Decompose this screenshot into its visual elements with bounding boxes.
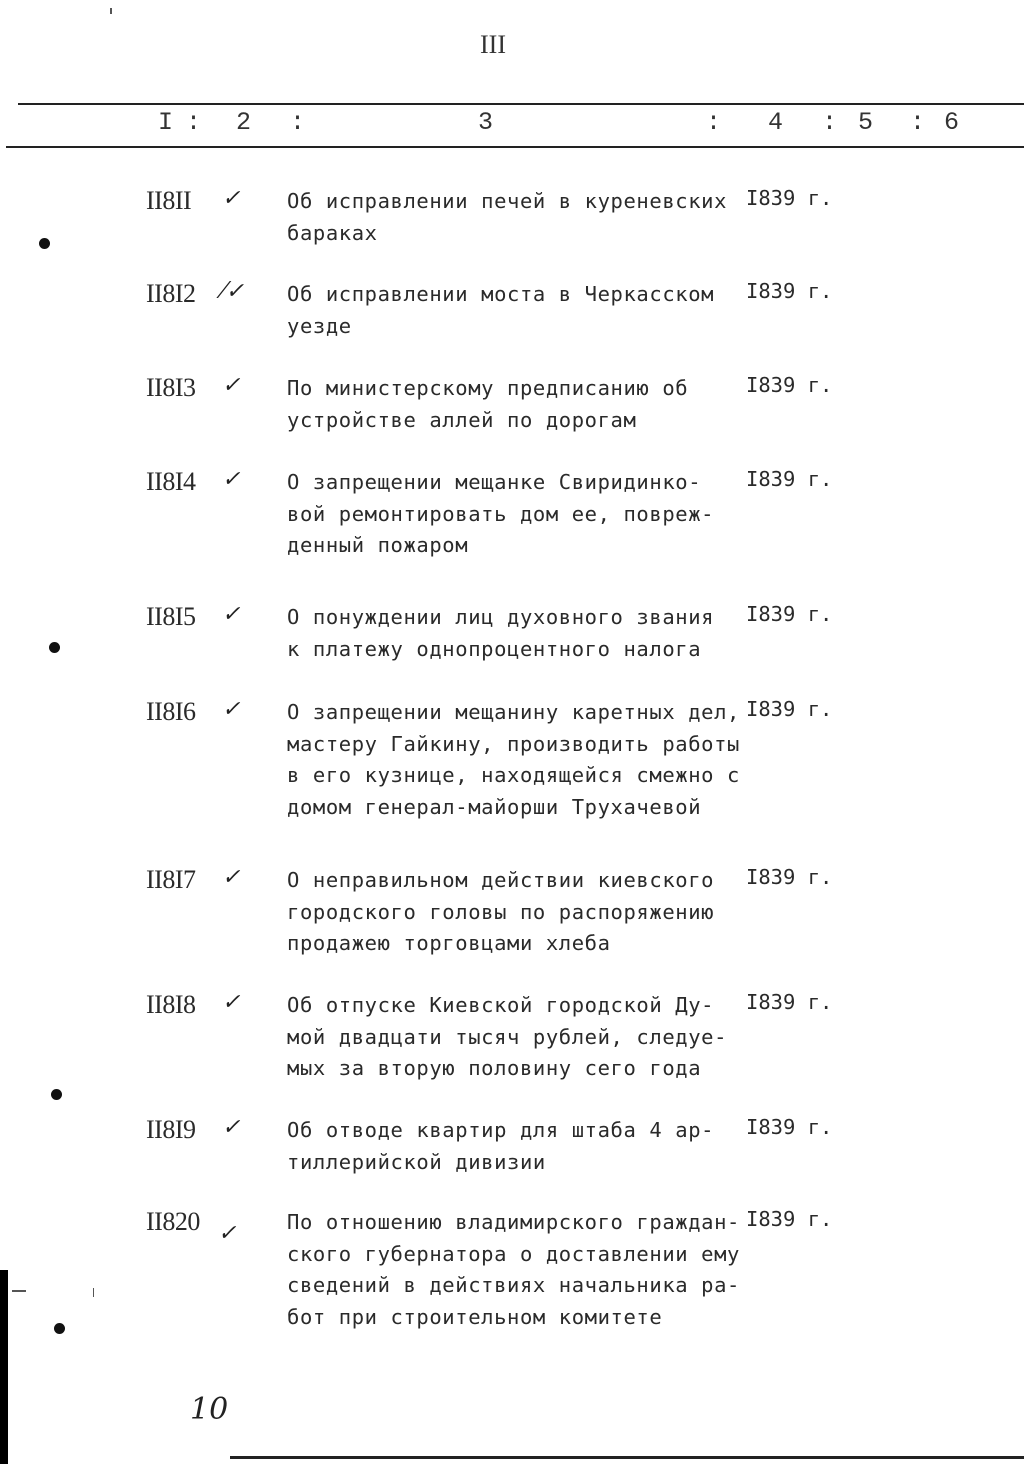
column-separator: :: [186, 108, 202, 137]
description-line: Об отводе квартир для штаба 4 ар-: [287, 1118, 715, 1142]
description-line: уезде: [287, 313, 352, 338]
entry-number: II8I9: [146, 1115, 196, 1144]
description-line: домом генерал-майорши Трухачевой: [287, 794, 702, 819]
checkmark-icon: ✓: [218, 1221, 237, 1246]
entry-year: I839 г.: [746, 186, 833, 210]
entry-number: II8I3: [146, 373, 196, 402]
entry-description: [287, 1115, 747, 1178]
checkmark-icon: ✓: [222, 467, 241, 492]
description-line: По отношению владимирского граждан-: [287, 1210, 740, 1234]
bottom-rule: [230, 1456, 1024, 1459]
entry-description: [287, 697, 747, 823]
entry-year: I839 г.: [746, 373, 833, 397]
entry-description: [287, 373, 747, 436]
description-line: О запрещении мещанке Свиридинко-: [287, 470, 702, 494]
checkmark-icon: ✓: [222, 373, 241, 398]
description-line: сведений в действиях начальника ра-: [287, 1273, 740, 1297]
checkmark-icon: ✓: [222, 1115, 241, 1140]
header-rule-bottom: [6, 146, 1024, 148]
column-header-6: 6: [944, 108, 960, 137]
entry-year: I839 г.: [746, 697, 833, 721]
entry-number: II820: [146, 1207, 200, 1236]
description-line: мой двадцати тысяч рублей, следуе-: [287, 1024, 728, 1049]
checkmark-icon: ⁄✓: [222, 279, 245, 304]
column-header-4: 4: [768, 108, 784, 137]
description-line: бараках: [287, 220, 378, 245]
entry-year: I839 г.: [746, 602, 833, 626]
entry-description: [287, 186, 747, 249]
checkmark-icon: ✓: [222, 697, 241, 722]
punch-hole: [54, 1323, 65, 1334]
entry-year: I839 г.: [746, 467, 833, 491]
column-separator: :: [910, 108, 926, 137]
description-line: вой ремонтировать дом ее, повреж-: [287, 501, 715, 526]
description-line: мых за вторую половину сего года: [287, 1056, 702, 1080]
checkmark-icon: ✓: [222, 602, 241, 627]
entry-year: I839 г.: [746, 279, 833, 303]
scan-artifact: [12, 1290, 26, 1292]
entry-number: II8I5: [146, 602, 196, 631]
description-line: О запрещении мещанину каретных дел,: [287, 700, 740, 724]
entry-description: [287, 602, 747, 665]
description-line: к платежу однопроцентного налога: [287, 636, 702, 661]
entry-year: I839 г.: [746, 865, 833, 889]
punch-hole: [49, 642, 60, 653]
entry-number: II8II: [146, 186, 192, 215]
description-line: ского губернатора о доставлении ему: [287, 1241, 740, 1266]
page-number: III: [480, 30, 506, 59]
column-separator: :: [290, 108, 306, 137]
punch-hole: [39, 238, 50, 249]
column-header-5: 5: [858, 108, 874, 137]
description-line: Об исправлении печей в куреневских: [287, 189, 728, 213]
description-line: городского головы по распоряжению: [287, 899, 715, 924]
checkmark-icon: ✓: [222, 865, 241, 890]
description-line: в его кузнице, находящейся смежно с: [287, 763, 740, 787]
description-line: По министерскому предписанию об: [287, 376, 689, 400]
entry-description: [287, 1207, 747, 1333]
entry-year: I839 г.: [746, 1115, 833, 1139]
entry-number: II8I4: [146, 467, 196, 496]
entry-description: [287, 865, 747, 960]
entry-number: II8I6: [146, 697, 196, 726]
description-line: Об исправлении моста в Черкасском: [287, 282, 715, 306]
description-line: мастеру Гайкину, производить работы: [287, 731, 740, 756]
scan-border: [0, 1270, 8, 1464]
column-separator: :: [822, 108, 838, 137]
description-line: продажею торговцами хлеба: [287, 931, 611, 955]
punch-hole: [51, 1089, 62, 1100]
column-header-3: 3: [478, 108, 494, 137]
description-line: О понуждении лиц духовного звания: [287, 605, 715, 629]
entry-year: I839 г.: [746, 1207, 833, 1231]
description-line: устройстве аллей по дорогам: [287, 407, 637, 432]
checkmark-icon: ✓: [222, 990, 241, 1015]
scan-artifact: [110, 8, 112, 14]
description-line: О неправильном действии киевского: [287, 868, 715, 892]
handwritten-sheet-number: 10: [190, 1392, 229, 1427]
checkmark-icon: ✓: [222, 186, 241, 211]
scan-artifact: [93, 1288, 94, 1297]
entry-year: I839 г.: [746, 990, 833, 1014]
entry-number: II8I7: [146, 865, 196, 894]
entry-description: [287, 467, 747, 562]
header-rule-top: [18, 103, 1024, 105]
description-line: бот при строительном комитете: [287, 1304, 663, 1329]
entry-description: [287, 990, 747, 1085]
description-line: Об отпуске Киевской городской Ду-: [287, 993, 715, 1017]
entry-number: II8I2: [146, 279, 196, 308]
column-header-2: 2: [236, 108, 252, 137]
entry-number: II8I8: [146, 990, 196, 1019]
description-line: денный пожаром: [287, 533, 469, 557]
column-separator: :: [706, 108, 722, 137]
description-line: тиллерийской дивизии: [287, 1149, 546, 1174]
entry-description: [287, 279, 747, 342]
column-header-I: I: [158, 108, 174, 137]
